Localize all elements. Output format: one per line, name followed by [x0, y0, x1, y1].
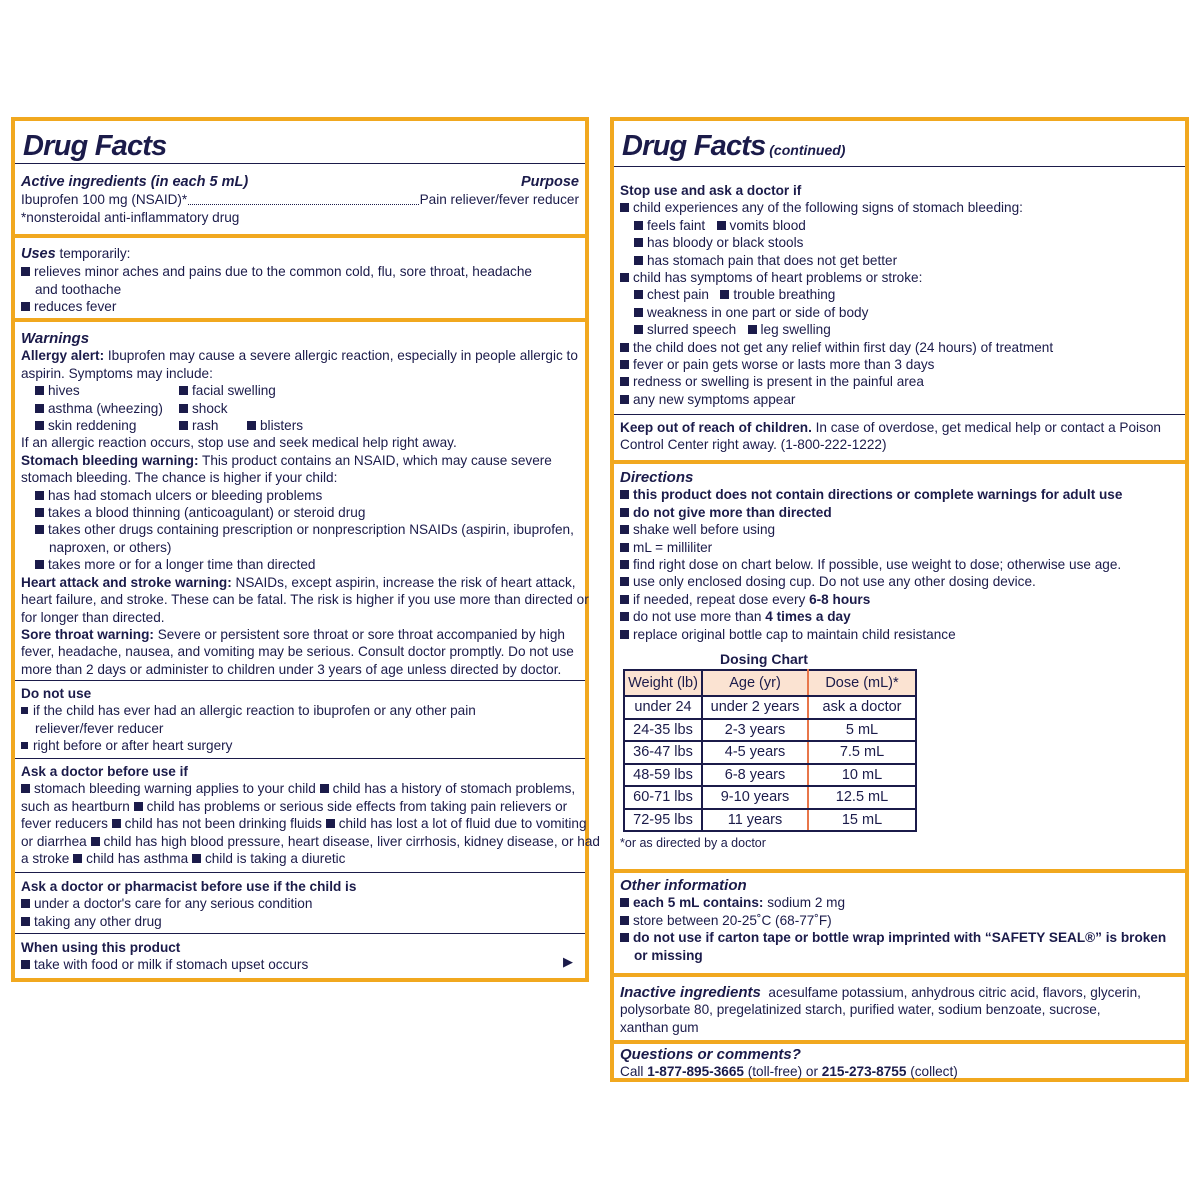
keep-out-text: Control Center right away. (1-800-222-1222): [620, 437, 887, 453]
uses-heading: Uses: [21, 246, 56, 262]
bullet-icon: [21, 917, 30, 926]
keep-out-section: [614, 414, 1185, 460]
column-header: Weight (lb): [624, 670, 702, 696]
stop-item: slurred speech: [647, 322, 737, 338]
bullet-icon: [620, 560, 629, 569]
table-row: [624, 741, 916, 764]
bullet-icon: [35, 508, 44, 517]
direction-item: shake well before using: [633, 522, 776, 538]
bullet-icon: [134, 802, 143, 811]
stop-item: weakness in one part or side of body: [647, 304, 869, 320]
directions-section: [614, 460, 1185, 869]
do-not-item: right before or after heart surgery: [33, 738, 233, 754]
bullet-icon: [634, 325, 643, 334]
table-cell: 4-5 years: [702, 741, 808, 764]
ask-doctor-section: [15, 758, 600, 872]
stomach-item: takes other drugs containing prescription or nonprescription NSAIDs (aspirin, ibuprofen,: [48, 522, 574, 538]
table-cell: 10 mL: [808, 764, 916, 787]
direction-emphasis: 6-8 hours: [809, 591, 871, 607]
symptom: shock: [192, 400, 228, 416]
stop-item: vomits blood: [729, 217, 806, 233]
bullet-icon: [634, 290, 643, 299]
title-row: [15, 121, 585, 164]
stop-item: trouble breathing: [733, 287, 836, 303]
bullet-icon: [748, 325, 757, 334]
table-cell: 60-71 lbs: [624, 786, 702, 809]
stop-use-section: [614, 167, 1185, 414]
heart-text: NSAIDs, except aspirin, increase the risk of heart attack,: [231, 574, 576, 590]
direction-item: mL = milliliter: [633, 539, 713, 555]
direction-item: do not use more than: [633, 609, 766, 625]
page-title: Drug Facts: [23, 130, 167, 162]
bullet-icon: [21, 267, 30, 276]
uses-item: relieves minor aches and pains due to the common cold, flu, sore throat, headache: [34, 264, 532, 280]
stop-item: chest pain: [647, 287, 709, 303]
table-header-row: [624, 670, 916, 696]
do-not-item-cont: reliever/fever reducer: [35, 720, 164, 736]
bullet-icon: [620, 933, 629, 942]
stop-item: leg swelling: [760, 322, 831, 338]
direction-item: find right dose on chart below. If possible, use weight to dose; otherwise use age.: [633, 557, 1122, 573]
dosing-footnote: *or as directed by a doctor: [620, 836, 766, 851]
stomach-item: takes a blood thinning (anticoagulant) or steroid drug: [48, 505, 366, 521]
stomach-item: has had stomach ulcers or bleeding problems: [48, 487, 323, 503]
uses-item: reduces fever: [34, 299, 117, 315]
questions-text: (toll-free) or: [743, 1064, 822, 1080]
allergy-after: If an allergic reaction occurs, stop use and seek medical help right away.: [21, 435, 457, 451]
stomach-text: stomach bleeding. The chance is higher if your child:: [21, 470, 338, 486]
direction-emphasis: 4 times a day: [765, 609, 851, 625]
table-row: [624, 696, 916, 719]
allergy-text: Ibuprofen may cause a severe allergic reaction, especially in people allergic to: [104, 348, 578, 364]
heart-text: heart failure, and stroke. These can be fatal. The risk is higher if you use more than directed or: [21, 592, 589, 608]
bullet-icon: [112, 819, 121, 828]
footnote: *nonsteroidal anti-inflammatory drug: [21, 209, 240, 225]
bullet-icon: [179, 421, 188, 430]
bullet-icon: [620, 543, 629, 552]
stop-item: child has symptoms of heart problems or stroke:: [633, 270, 923, 286]
dot-leader: [188, 204, 418, 205]
dosing-chart-table: [623, 669, 917, 832]
keep-out-label: Keep out of reach of children.: [620, 420, 812, 435]
allergy-label: Allergy alert:: [21, 348, 105, 364]
phone-number: 1-877-895-3665: [647, 1064, 744, 1080]
other-item: sodium 2 mg: [763, 895, 846, 911]
dosing-chart-title: Dosing Chart: [720, 651, 808, 668]
table-cell: 48-59 lbs: [624, 764, 702, 787]
bullet-icon: [21, 784, 30, 793]
ask-item: child has not been drinking fluids: [124, 816, 322, 832]
do-not-use-section: [15, 680, 585, 758]
phone-number: 215-273-8755: [821, 1064, 907, 1080]
bullet-icon: [192, 854, 201, 863]
table-row: [624, 809, 916, 832]
questions-text: Call: [620, 1064, 648, 1080]
stomach-item-cont: naproxen, or others): [49, 539, 172, 555]
sore-text: more than 2 days or administer to children under 3 years of age unless directed by doctor.: [21, 661, 562, 677]
bullet-icon: [21, 742, 28, 749]
bullet-icon: [21, 302, 30, 311]
bullet-icon: [620, 508, 629, 517]
table-cell: under 2 years: [702, 696, 808, 719]
heart-label: Heart attack and stroke warning:: [21, 574, 232, 590]
bullet-icon: [21, 899, 30, 908]
stop-item: fever or pain gets worse or lasts more than 3 days: [633, 357, 935, 373]
continue-arrow-icon: ▶: [563, 953, 573, 969]
bullet-icon: [35, 491, 44, 500]
sore-text: Severe or persistent sore throat or sore throat accompanied by high: [153, 626, 565, 642]
direction-item: if needed, repeat dose every: [633, 591, 810, 607]
ask-item: a stroke: [21, 851, 70, 867]
allergy-text: aspirin. Symptoms may include:: [21, 365, 213, 381]
ask-item: child is taking a diuretic: [204, 851, 346, 867]
ask-item: such as heartburn: [21, 798, 130, 814]
ingredient-text: Ibuprofen 100 mg (NSAID)*: [21, 192, 188, 208]
sore-label: Sore throat warning:: [21, 626, 154, 642]
stomach-item: takes more or for a longer time than directed: [48, 557, 316, 573]
uses-section: [15, 234, 585, 318]
table-cell: 36-47 lbs: [624, 741, 702, 764]
table-row: [624, 786, 916, 809]
table-cell: 15 mL: [808, 809, 916, 832]
bullet-icon: [620, 377, 629, 386]
direction-item: do not give more than directed: [633, 504, 832, 520]
bullet-icon: [634, 256, 643, 265]
bullet-icon: [717, 221, 726, 230]
ask-item: fever reducers: [21, 816, 108, 832]
table-row: [624, 719, 916, 742]
inactive-heading: Inactive ingredients: [620, 984, 761, 1001]
page-title: Drug Facts: [622, 130, 766, 162]
sore-text: fever, headache, nausea, and vomiting may be serious. Consult doctor promptly. Do not use: [21, 644, 574, 660]
table-cell: 2-3 years: [702, 719, 808, 742]
bullet-icon: [620, 612, 629, 621]
bullet-icon: [620, 595, 629, 604]
bullet-icon: [35, 386, 44, 395]
other-item: store between 20-25˚C (68-77˚F): [633, 912, 832, 928]
table-cell: 12.5 mL: [808, 786, 916, 809]
inactive-text: polysorbate 80, pregelatinized starch, purified water, sodium benzoate, sucrose,: [620, 1002, 1101, 1018]
bullet-icon: [620, 203, 629, 212]
stop-item: the child does not get any relief within first day (24 hours) of treatment: [633, 339, 1054, 355]
ask-item: child has problems or serious side effects from taking pain relievers or: [146, 798, 568, 814]
direction-item: replace original bottle cap to maintain child resistance: [633, 626, 956, 642]
column-header: Dose (mL)*: [808, 670, 916, 696]
table-cell: 24-35 lbs: [624, 719, 702, 742]
stop-item: child experiences any of the following signs of stomach bleeding:: [633, 200, 1023, 216]
other-item: do not use if carton tape or bottle wrap imprinted with “SAFETY SEAL®” is broken: [633, 930, 1167, 946]
purpose-heading: Purpose: [520, 174, 579, 190]
table-cell: 11 years: [702, 809, 808, 832]
do-not-use-heading: Do not use: [21, 686, 92, 701]
title-row: [614, 121, 1185, 167]
table-cell: ask a doctor: [808, 696, 916, 719]
direction-item: this product does not contain directions or complete warnings for adult use: [633, 487, 1123, 503]
warnings-heading: Warnings: [21, 330, 90, 347]
active-ingredients-heading: Active ingredients (in each 5 mL): [21, 174, 249, 190]
bullet-icon: [35, 525, 44, 534]
bullet-icon: [620, 525, 629, 534]
symptom: facial swelling: [192, 383, 276, 399]
other-info-heading: Other information: [620, 877, 747, 894]
uses-item-cont: and toothache: [35, 281, 122, 297]
inactive-ingredients-section: [614, 973, 1185, 1040]
do-not-item: if the child has ever had an allergic reaction to ibuprofen or any other pain: [33, 703, 476, 719]
bullet-icon: [620, 273, 629, 282]
table-cell: 5 mL: [808, 719, 916, 742]
table-cell: 9-10 years: [702, 786, 808, 809]
when-using-item: take with food or milk if stomach upset occurs: [34, 957, 309, 973]
bullet-icon: [720, 290, 729, 299]
bullet-icon: [634, 221, 643, 230]
bullet-icon: [620, 916, 629, 925]
table-cell: 72-95 lbs: [624, 809, 702, 832]
bullet-icon: [21, 960, 30, 969]
symptom: blisters: [260, 418, 304, 434]
other-item-cont: or missing: [634, 947, 703, 963]
stop-item: has bloody or black stools: [647, 235, 804, 251]
column-header: Age (yr): [702, 670, 808, 696]
keep-out-text: In case of overdose, get medical help or contact a Poison: [811, 420, 1161, 435]
bullet-icon: [91, 837, 100, 846]
bullet-icon: [620, 898, 629, 907]
bullet-icon: [73, 854, 82, 863]
symptom: hives: [48, 383, 80, 399]
table-cell: 7.5 mL: [808, 741, 916, 764]
questions-section: [614, 1040, 1185, 1086]
bullet-icon: [620, 577, 629, 586]
other-information-section: [614, 869, 1185, 973]
bullet-icon: [179, 404, 188, 413]
table-row: [624, 764, 916, 787]
bullet-icon: [620, 395, 629, 404]
ask-item: or diarrhea: [21, 833, 87, 849]
bullet-icon: [35, 404, 44, 413]
table-cell: 6-8 years: [702, 764, 808, 787]
drug-facts-panel-right: [610, 117, 1189, 1082]
directions-heading: Directions: [620, 469, 694, 486]
stop-use-heading: Stop use and ask a doctor if: [620, 183, 802, 198]
warnings-section: [15, 318, 589, 680]
drug-facts-panel-left: [11, 117, 600, 982]
ask-item: stomach bleeding warning applies to your child: [34, 781, 316, 797]
stomach-text: This product contains an NSAID, which may cause severe: [198, 452, 552, 468]
symptom: skin reddening: [48, 418, 137, 434]
bullet-icon: [35, 560, 44, 569]
bullet-icon: [326, 819, 335, 828]
ask-pharm-item: taking any other drug: [34, 913, 162, 929]
continued-label: (continued): [769, 142, 846, 158]
bullet-icon: [634, 238, 643, 247]
ask-pharm-item: under a doctor's care for any serious condition: [34, 896, 313, 912]
ask-pharmacist-section: [15, 872, 585, 933]
bullet-icon: [179, 386, 188, 395]
stop-item: redness or swelling is present in the painful area: [633, 374, 924, 390]
ask-pharmacist-heading: Ask a doctor or pharmacist before use if the child is: [21, 879, 357, 894]
bullet-icon: [35, 421, 44, 430]
bullet-icon: [620, 360, 629, 369]
questions-text: (collect): [906, 1064, 958, 1080]
ask-doctor-heading: Ask a doctor before use if: [21, 764, 188, 779]
bullet-icon: [21, 707, 28, 714]
ask-item: child has asthma: [86, 851, 189, 867]
bullet-icon: [620, 490, 629, 499]
other-item-label: each 5 mL contains:: [633, 895, 764, 911]
symptom: rash: [192, 418, 219, 434]
heart-text: for longer than directed.: [21, 609, 165, 625]
inactive-text: acesulfame potassium, anhydrous citric acid, flavors, glycerin,: [760, 985, 1141, 1000]
stomach-label: Stomach bleeding warning:: [21, 452, 199, 468]
bullet-icon: [320, 784, 329, 793]
bullet-icon: [634, 308, 643, 317]
stop-item: has stomach pain that does not get better: [647, 252, 898, 268]
direction-item: use only enclosed dosing cup. Do not use any other dosing device.: [633, 574, 1036, 590]
ask-item: child has high blood pressure, heart disease, liver cirrhosis, kidney disease, or had: [103, 833, 600, 849]
inactive-text: xanthan gum: [620, 1019, 699, 1035]
when-using-section: [15, 933, 585, 978]
purpose-text: Pain reliever/fever reducer: [419, 192, 579, 208]
table-cell: under 24: [624, 696, 702, 719]
ask-item: child has lost a lot of fluid due to vomiting: [338, 816, 587, 832]
bullet-icon: [247, 421, 256, 430]
questions-heading: Questions or comments?: [620, 1046, 801, 1063]
symptom: asthma (wheezing): [48, 400, 163, 416]
uses-intro: temporarily:: [55, 246, 131, 261]
ask-item: child has a history of stomach problems,: [332, 781, 576, 797]
bullet-icon: [620, 630, 629, 639]
bullet-icon: [620, 343, 629, 352]
stop-item: feels faint: [647, 217, 706, 233]
stop-item: any new symptoms appear: [633, 391, 796, 407]
active-ingredients-section: [15, 164, 585, 234]
when-using-heading: When using this product: [21, 940, 181, 955]
